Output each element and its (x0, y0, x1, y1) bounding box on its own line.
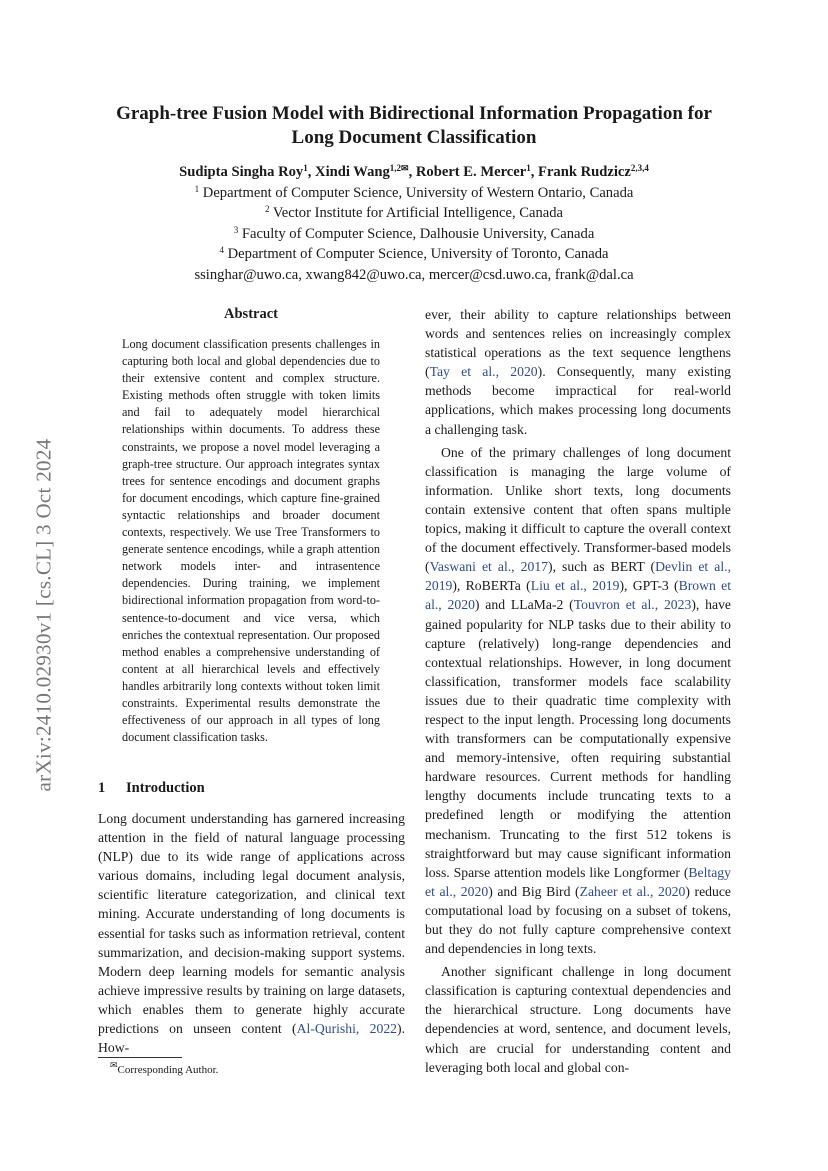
intro-paragraph-1 (98, 809, 405, 1057)
affiliation (60, 244, 768, 265)
right-column (425, 305, 731, 1077)
author-block (60, 162, 768, 285)
paragraph-text: Another significant challenge in long document classification is capturing contextual dependencies and the hierarchical structure. Long documents have dependencies at word, sentence, and document levels, which are crucial for understanding content and leveraging both local and global con- (425, 964, 731, 1075)
paragraph-text: ), GPT-3 ( (619, 578, 679, 594)
citation-link[interactable]: Liu et al., 2019 (530, 578, 620, 594)
footnote-mark: ✉ (110, 1060, 118, 1070)
affiliation-text: Vector Institute for Artificial Intelligence, Canada (272, 205, 564, 221)
author-name: Frank Rudzicz (538, 164, 631, 180)
footnote (110, 1060, 219, 1077)
affiliation-mark: 2 (264, 204, 270, 214)
affiliation (60, 183, 768, 204)
affiliation (60, 224, 768, 245)
paragraph-text: ), such as BERT ( (548, 559, 656, 575)
paragraph-text: ) reduce computational load by focusing on a subset of tokens, but they do not fully capture comprehensive context and dependencies in long texts. (425, 883, 732, 957)
citation-link[interactable]: Touvron et al., 2023 (573, 597, 692, 613)
citation-link[interactable]: Zaheer et al., 2020 (579, 883, 686, 899)
abstract-heading: Abstract (224, 306, 278, 322)
paragraph-text: ), RoBERTa ( (452, 578, 531, 594)
paragraph-text: ) and LLaMa-2 ( (474, 597, 574, 613)
citation-link[interactable]: Vaswani et al., 2017 (429, 559, 549, 575)
affiliation-text: Faculty of Computer Science, Dalhousie University, Canada (241, 225, 595, 242)
paper-title (60, 102, 768, 150)
author-affiliation-mark: 1,2✉ (389, 163, 409, 173)
author-affiliation-mark: 2,3,4 (630, 163, 649, 173)
section-heading (98, 780, 205, 797)
intro-paragraph-2 (425, 443, 731, 959)
author-name: Sudipta Singha Roy (179, 164, 304, 180)
citation-link[interactable]: Al-Qurishi, 2022 (296, 1021, 398, 1037)
paragraph-text: ), have gained popularity for NLP tasks due to their ability to capture (relatively) long-range dependencies and contextual relationships. However, in long document classification, transformer models face scalability issues due to their quadratic time complexity with respect to the input length. Processing long documents with transformers can be computationally expensive and memory-intensive, often requiring substantial hardware resources. Current methods for handling lengthy documents include truncating texts to a predefined length or modifying the attention mechanism. Truncating to the first 512 tokens is straightforward but may cause significant information loss. Sparse attention models like Longformer ( (425, 597, 731, 880)
title-line: Long Document Classification (291, 127, 537, 148)
author-affiliation-mark: 1 (526, 163, 531, 173)
section-title: Introduction (126, 780, 205, 796)
intro-paragraph-1-continued (425, 305, 731, 439)
arxiv-identifier (28, 380, 60, 850)
paragraph-text: ). How- (98, 1021, 405, 1056)
author-name: Robert E. Mercer (415, 164, 527, 180)
author-emails: ssinghar@uwo.ca, xwang842@uwo.ca, mercer@csd.uwo.ca, frank@dal.ca (194, 266, 634, 283)
citation-link[interactable]: Devlin et al., 2019 (425, 559, 731, 594)
affiliation-text: Department of Computer Science, University of Toronto, Canada (227, 246, 609, 262)
author-names: Sudipta Singha Roy$^1$, Xindi Wang$^{1,2✉}$, Robert E. Mercer$^1$, Frank Rudzicz$^{2,3,4}$ (179, 163, 649, 180)
section-number: 1 (98, 780, 106, 796)
citation-link[interactable]: Beltagy et al., 2020 (425, 864, 731, 899)
affiliation (60, 203, 768, 224)
affiliation-mark: 4 (219, 245, 224, 255)
arxiv-identifier-text: arXiv:2410.02930v1 [cs.CL] 3 Oct 2024 (31, 438, 56, 792)
paragraph-text: ). Consequently, many existing methods become impractical for real-world applications, which makes processing long documents a challenging task. (425, 364, 731, 437)
affiliation-text: Department of Computer Science, University of Western Ontario, Canada (202, 184, 634, 201)
author-affiliation-mark: 1 (303, 163, 308, 173)
author-name: Xindi Wang (315, 164, 390, 180)
paragraph-text: One of the primary challenges of long document classification is managing the large volume of information. Unlike short texts, long documents contain extensive content that often spans multiple topics, making it difficult to capture the overall context of the document effectively. Transformer-based models ( (425, 444, 731, 575)
paragraph-text: ever, their ability to capture relationships between words and sentences relies on increasingly complex statistical operations as the text sequence lengthens ( (425, 307, 731, 380)
footnote-rule (98, 1057, 182, 1058)
citation-link[interactable]: Tay et al., 2020 (429, 364, 538, 380)
intro-paragraph-3 (425, 962, 731, 1077)
affiliation-mark: 3 (233, 224, 239, 235)
citation-link[interactable]: Brown et al., 2020 (425, 578, 732, 613)
paragraph-text: ) and Big Bird ( (488, 883, 580, 899)
footnote-text: Corresponding Author. (117, 1064, 219, 1076)
affiliation-mark: 1 (194, 183, 200, 194)
paragraph-text: Long document understanding has garnered increasing attention in the field of natural language processing (NLP) due to its wide range of applications across various domains, including legal document analysis, scientific literature categorization, and clinical text mining. Accurate understanding of long documents is essential for tasks such as information retrieval, content summarization, and decision-making support systems. Modern deep learning models for semantic analysis achieve impressive results by training on large datasets, which enables them to generate highly accurate predictions on unseen content ( (98, 811, 405, 1037)
title-line: Graph-tree Fusion Model with Bidirectional Information Propagation for (116, 103, 712, 124)
abstract-text: Long document classification presents challenges in capturing both local and global dependencies due to their extensive content and complex structure. Existing methods often struggle with token limits and fail to adequately model hierarchical relationships within documents. To address these constraints, we propose a novel model leveraging a graph-tree structure. Our approach integrates syntax trees for sentence encodings and document graphs for document encodings, which capture fine-grained syntactic relationships and broader document contexts, respectively. We use Tree Transformers to generate sentence encodings, while a graph attention network models inter- and intrasentence dependencies. During training, we implement bidirectional information propagation from word-to-sentence-to-document and vice versa, which enriches the contextual representation. Our proposed method enables a comprehensive understanding of content at all hierarchical levels and effectively handles arbitrarily long contexts without token limit constraints. Experimental results demonstrate the effectiveness of our approach in all types of long document classification tasks. (122, 337, 380, 745)
left-column (98, 809, 405, 1057)
